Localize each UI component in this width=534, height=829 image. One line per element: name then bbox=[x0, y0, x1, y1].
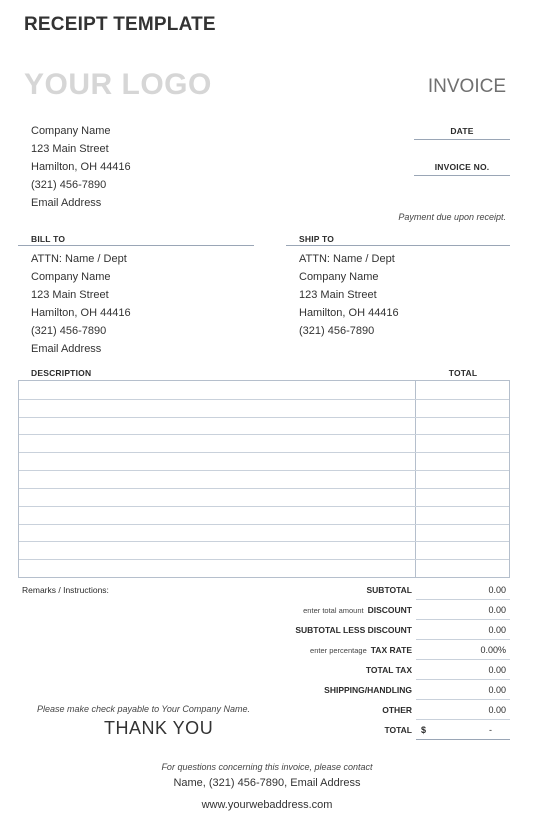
grand-total-label-text: TOTAL bbox=[384, 725, 412, 735]
footer-website[interactable]: www.yourwebaddress.com bbox=[201, 799, 333, 811]
thank-you: THANK YOU bbox=[104, 718, 214, 738]
payable-note: Please make check payable to Your Company Name. bbox=[37, 704, 250, 714]
footer-question-note: For questions concerning this invoice, please contact bbox=[161, 762, 373, 772]
description-header: DESCRIPTION bbox=[31, 368, 92, 378]
table-row-divider bbox=[19, 470, 509, 471]
invoice-no-label: INVOICE NO. bbox=[434, 162, 490, 172]
grand-total-value bbox=[416, 720, 510, 740]
total-tax-label-text: TOTAL TAX bbox=[365, 665, 412, 675]
logo-placeholder: YOUR LOGO bbox=[24, 68, 212, 101]
tax-rate-label-text: TAX RATE bbox=[370, 645, 412, 655]
bill-to-street: 123 Main Street bbox=[31, 289, 109, 301]
shipping-label bbox=[324, 685, 412, 695]
table-row-divider bbox=[19, 541, 509, 542]
footer-contact: Name, (321) 456-7890, Email Address bbox=[173, 777, 361, 789]
subtotal-value: 0.00 bbox=[416, 580, 510, 600]
shipping-value[interactable]: 0.00 bbox=[416, 680, 510, 700]
company-info bbox=[31, 122, 131, 212]
subtotal-less-value: 0.00 bbox=[416, 620, 510, 640]
grand-total-amount: - bbox=[489, 725, 492, 735]
page-title: RECEIPT TEMPLATE bbox=[24, 14, 216, 35]
table-row-divider bbox=[19, 452, 509, 453]
table-row-divider bbox=[19, 524, 509, 525]
company-email: Email Address bbox=[31, 197, 102, 209]
tax-rate-label bbox=[310, 645, 412, 655]
bill-to-city: Hamilton, OH 44416 bbox=[31, 307, 131, 319]
bill-to-attn: ATTN: Name / Dept bbox=[31, 253, 127, 265]
company-phone: (321) 456-7890 bbox=[31, 179, 107, 191]
table-row-divider bbox=[19, 559, 509, 560]
tax-rate-value[interactable]: 0.00% bbox=[416, 640, 510, 660]
subtotal-label bbox=[367, 585, 413, 595]
subtotal-less-label-text: SUBTOTAL LESS DISCOUNT bbox=[295, 625, 412, 635]
shipping-label-text: SHIPPING/HANDLING bbox=[324, 685, 412, 695]
bill-to-label: BILL TO bbox=[31, 234, 66, 244]
discount-label bbox=[303, 605, 412, 615]
date-label: DATE bbox=[450, 126, 474, 136]
total-header: TOTAL bbox=[448, 368, 478, 378]
ship-to-divider bbox=[286, 245, 510, 246]
subtotal-label-text: SUBTOTAL bbox=[366, 585, 412, 595]
invoice-no-field[interactable] bbox=[414, 175, 510, 176]
ship-to-street: 123 Main Street bbox=[299, 289, 377, 301]
currency-symbol: $ bbox=[421, 725, 427, 735]
discount-hint: enter total amount bbox=[303, 606, 364, 615]
company-street: 123 Main Street bbox=[31, 143, 109, 155]
bill-to-email: Email Address bbox=[31, 343, 102, 355]
table-row-divider bbox=[19, 434, 509, 435]
company-name: Company Name bbox=[31, 125, 111, 137]
bill-to-info bbox=[31, 250, 131, 358]
ship-to-label: SHIP TO bbox=[299, 234, 335, 244]
grand-total-label bbox=[384, 725, 412, 735]
discount-label-text: DISCOUNT bbox=[367, 605, 412, 615]
subtotal-less-label bbox=[295, 625, 412, 635]
other-value[interactable]: 0.00 bbox=[416, 700, 510, 720]
bill-to-divider bbox=[18, 245, 254, 246]
total-tax-label bbox=[366, 665, 412, 675]
company-city: Hamilton, OH 44416 bbox=[31, 161, 131, 173]
column-divider bbox=[415, 381, 416, 577]
table-row-divider bbox=[19, 399, 509, 400]
ship-to-city: Hamilton, OH 44416 bbox=[299, 307, 399, 319]
tax-rate-hint: enter percentage bbox=[310, 646, 367, 655]
discount-value[interactable]: 0.00 bbox=[416, 600, 510, 620]
table-row-divider bbox=[19, 417, 509, 418]
date-field[interactable] bbox=[414, 139, 510, 140]
table-row-divider bbox=[19, 506, 509, 507]
other-label-text: OTHER bbox=[382, 705, 412, 715]
total-tax-value: 0.00 bbox=[416, 660, 510, 680]
items-table[interactable] bbox=[18, 380, 510, 578]
ship-to-company: Company Name bbox=[299, 271, 379, 283]
ship-to-info bbox=[299, 250, 399, 340]
other-label bbox=[382, 705, 412, 715]
table-row-divider bbox=[19, 488, 509, 489]
remarks-label: Remarks / Instructions: bbox=[22, 585, 109, 595]
invoice-heading: INVOICE bbox=[427, 76, 506, 97]
bill-to-phone: (321) 456-7890 bbox=[31, 325, 107, 337]
ship-to-phone: (321) 456-7890 bbox=[299, 325, 375, 337]
payment-note: Payment due upon receipt. bbox=[398, 212, 506, 222]
bill-to-company: Company Name bbox=[31, 271, 111, 283]
ship-to-attn: ATTN: Name / Dept bbox=[299, 253, 395, 265]
